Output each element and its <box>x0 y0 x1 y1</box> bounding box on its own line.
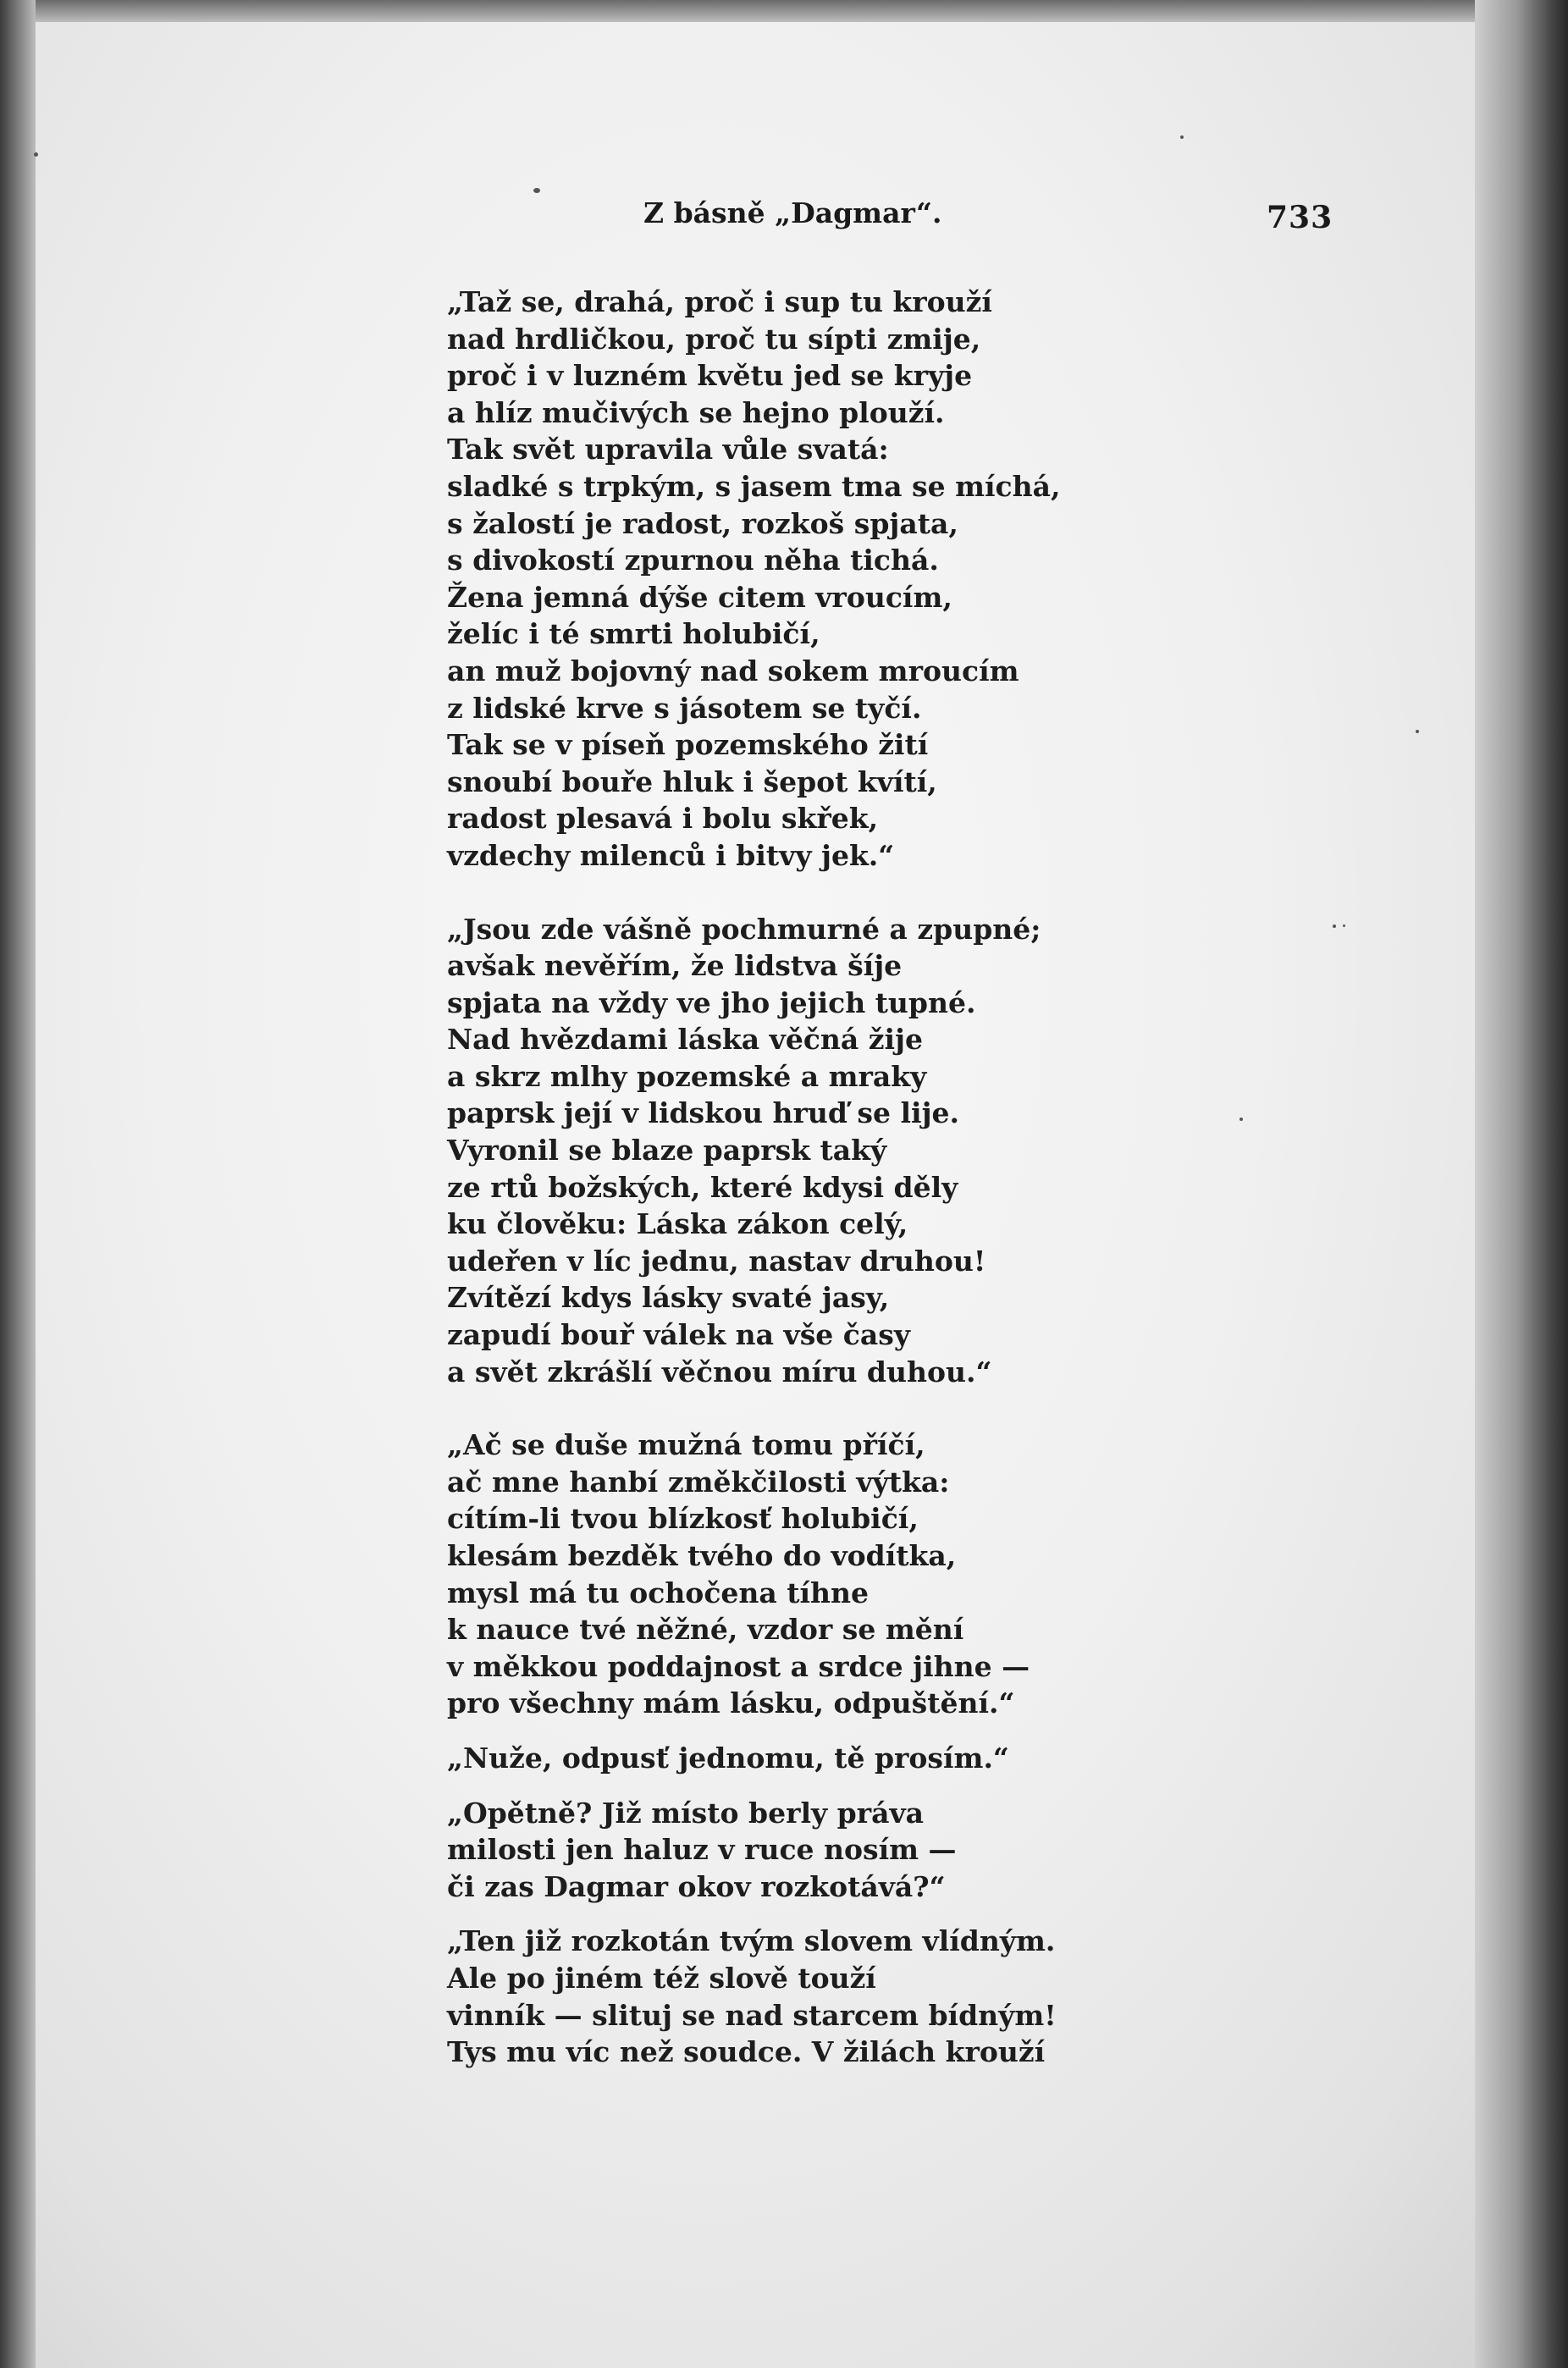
stanza <box>447 1740 1124 1777</box>
verse-line: „Taž se, drahá, proč i sup tu krouží <box>447 285 992 318</box>
print-speck <box>1333 925 1336 928</box>
page-right-shadow <box>1475 0 1568 2368</box>
stanza-break <box>447 1905 1124 1923</box>
verse-line: radost plesavá i bolu skřek, <box>447 802 879 836</box>
print-speck <box>1239 1118 1243 1121</box>
verse-line: cítím-li tvou blízkosť holubičí, <box>447 1502 919 1536</box>
verse-line: paprsk její v lidskou hruď se lije. <box>447 1096 959 1130</box>
verse-line: ku člověku: Láska zákon celý, <box>447 1207 908 1241</box>
verse-line: a skrz mlhy pozemské a mraky <box>447 1059 927 1093</box>
verse-line: avšak nevěřím, že lidstva šíje <box>447 949 903 983</box>
verse-line: s žalostí je radost, rozkoš spjata, <box>447 506 958 540</box>
verse-line: zapudí bouř válek na vše časy <box>447 1318 911 1352</box>
verse-line: pro všechny mám lásku, odpuštění.“ <box>447 1686 1015 1720</box>
verse-line: Ale po jiném též slově touží <box>447 1961 876 1995</box>
verse-line: udeřen v líc jednu, nastav druhou! <box>447 1244 986 1278</box>
stanza-break <box>447 1777 1124 1795</box>
verse-line: „Ač se duše mužná tomu příčí, <box>447 1428 925 1462</box>
verse-line: Žena jemná dýše citem vroucím, <box>447 580 952 614</box>
stanza <box>447 1923 1124 2070</box>
verse-line: a svět zkrášlí věčnou míru duhou.“ <box>447 1355 992 1388</box>
print-speck <box>533 188 540 193</box>
verse-line: vzdechy milenců i bitvy jek.“ <box>447 838 895 872</box>
verse-line: vinník — slituj se nad starcem bídným! <box>447 1998 1057 2032</box>
verse-line: Tak svět upravila vůle svatá: <box>447 433 889 466</box>
running-title: Z básně „Dagmar“. <box>643 196 942 229</box>
poem-text <box>447 284 1124 2071</box>
verse-line: s divokostí zpurnou něha tichá. <box>447 544 939 577</box>
verse-line: Zvítězí kdys lásky svaté jasy, <box>447 1281 890 1315</box>
verse-line: z lidské krve s jásotem se tyčí. <box>447 691 922 725</box>
stanza-break <box>447 1722 1124 1740</box>
page-left-shadow <box>0 0 36 2368</box>
page-top-shadow <box>0 0 1568 22</box>
verse-line: nad hrdličkou, proč tu sípti zmije, <box>447 322 981 356</box>
verse-line: Vyronil se blaze paprsk taký <box>447 1134 887 1167</box>
stanza-break <box>447 1390 1124 1427</box>
verse-line: snoubí bouře hluk i šepot kvítí, <box>447 764 937 798</box>
print-speck <box>1180 135 1184 139</box>
verse-line: Tys mu víc než soudce. V žilách krouží <box>447 2035 1046 2069</box>
print-speck <box>1416 730 1419 733</box>
verse-line: Nad hvězdami láska věčná žije <box>447 1023 923 1057</box>
verse-line: „Nuže, odpusť jednomu, tě prosím.“ <box>447 1741 1009 1775</box>
print-speck <box>1343 925 1345 927</box>
stanza <box>447 284 1124 875</box>
print-speck <box>34 152 38 157</box>
verse-line: klesám bezděk tvého do vodítka, <box>447 1539 957 1572</box>
verse-line: „Ten již rozkotán tvým slovem vlídným. <box>447 1924 1056 1958</box>
verse-line: proč i v luzném květu jed se kryje <box>447 359 973 393</box>
verse-line: ze rtů božských, které kdysi děly <box>447 1170 958 1204</box>
verse-line: „Jsou zde vášně pochmurné a zpupné; <box>447 912 1041 946</box>
verse-line: sladké s trpkým, s jasem tma se míchá, <box>447 469 1061 503</box>
verse-line: želíc i té smrti holubičí, <box>447 617 820 651</box>
stanza <box>447 911 1124 1391</box>
stanza <box>447 1427 1124 1722</box>
verse-line: či zas Dagmar okov rozkotává?“ <box>447 1869 946 1903</box>
page-number: 733 <box>1267 200 1333 235</box>
verse-line: mysl má tu ochočena tíhne <box>447 1576 870 1609</box>
verse-line: Tak se v píseň pozemského žití <box>447 728 929 762</box>
verse-line: k nauce tvé něžné, vzdor se mění <box>447 1613 964 1647</box>
verse-line: v měkkou poddajnost a srdce jihne — <box>447 1649 1030 1683</box>
verse-line: spjata na vždy ve jho jejich tupné. <box>447 985 976 1019</box>
verse-line: an muž bojovný nad sokem mroucím <box>447 654 1019 687</box>
stanza-break <box>447 875 1124 911</box>
stanza <box>447 1795 1124 1906</box>
verse-line: „Opětně? Již místo berly práva <box>447 1796 925 1830</box>
verse-line: ač mne hanbí změkčilosti výtka: <box>447 1465 950 1499</box>
verse-line: milosti jen haluz v ruce nosím — <box>447 1833 957 1867</box>
verse-line: a hlíz mučivých se hejno plouží. <box>447 395 945 429</box>
